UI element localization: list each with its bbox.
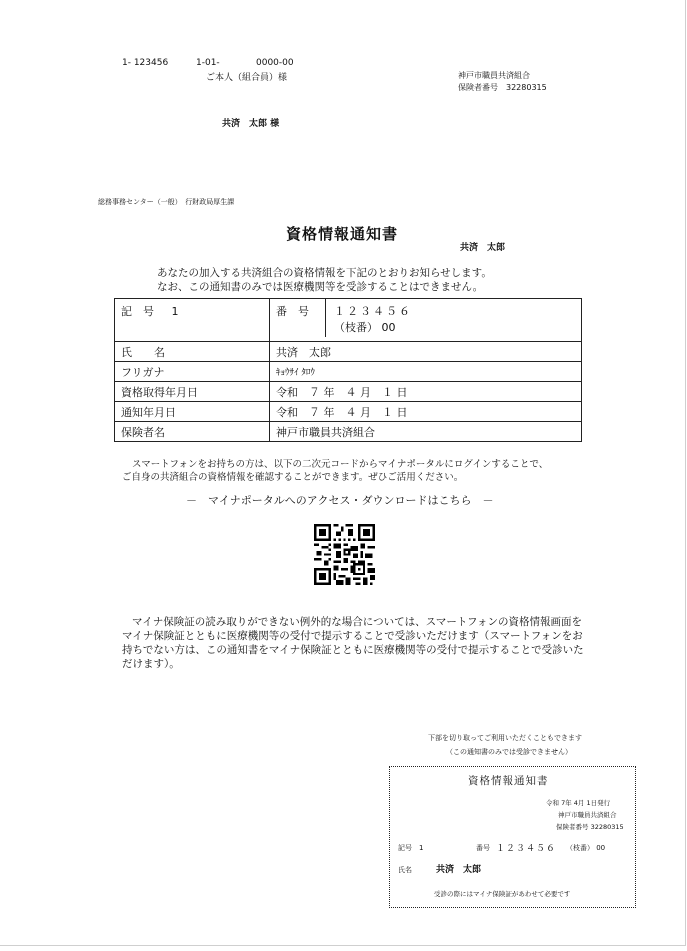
row-label: 資格取得年月日 [115,382,270,402]
exception-line-1: マイナ保険証の読み取りができない例外的な場合については、スマートフォンの資格情報画面を [132,616,583,628]
bango-cell [270,299,582,342]
table-row [115,362,582,382]
sub-code: 0000-00 [256,58,294,68]
card-name-label: 氏名 [398,866,412,874]
office-code: 1-01- [196,58,220,68]
card-bango-value: １２３４５６ [496,844,557,854]
row-value-acquired-date: 令和 ７ 年 ４ 月 １ 日 [270,382,582,402]
department-line: 総務事務センター（一般） 行財政局厚生課 [98,198,235,206]
card-edaban: （枝番） 00 [566,844,606,852]
row-label: 通知年月日 [115,402,270,422]
row-value-insurer: 神戸市職員共済組合 [270,422,582,442]
detachable-card [389,766,636,908]
smartphone-line-2: ご自身の共済組合の資格情報を確認することができます。ぜひご活用ください。 [122,472,464,483]
row-value-name: 共済 太郎 [270,342,582,362]
title-name: 共済 太郎 [460,243,506,253]
table-row [115,342,582,362]
qr-code-icon[interactable] [314,524,375,585]
table-row [115,299,582,342]
page-title: 資格情報通知書 [286,225,399,243]
insurer-number: 保険者番号 32280315 [458,83,547,92]
card-bango-label: 番号 [476,844,490,852]
issuer-name: 神戸市職員共済組合 [458,71,530,80]
card-insurer-number: 保険者番号 32280315 [556,823,624,831]
intro-line-2: なお、この通知書のみでは医療機関等を受診することはできません。 [157,281,484,293]
exception-line-3: 持ちでない方は、この通知書をマイナ保険証とともに医療機関等の受付で提示することで受診いた [122,644,584,656]
kigo-label: 記 号 [121,305,154,318]
table-row [115,382,582,402]
card-issue-date: 令和 7年 4月 1日発行 [546,799,611,807]
card-name-value: 共済 太郎 [436,865,482,875]
row-value-furigana: ｷｮｳｻｲ ﾀﾛｳ [270,362,582,382]
exception-line-2: マイナ保険証とともに医療機関等の受付で提示することで受診いただけます（スマートフォンをお [122,630,583,642]
row-label: フリガナ [115,362,270,382]
smartphone-line-1: スマートフォンをお持ちの方は、以下の二次元コードからマイナポータルにログインすることで、 [132,459,549,470]
kigo-cell [115,299,270,342]
card-issuer: 神戸市職員共済組合 [558,811,617,819]
portal-heading: － マイナポータルへのアクセス・ダウンロードはこちら － [186,494,494,507]
kigo-value: 1 [171,305,179,318]
row-value-notice-date: 令和 ７ 年 ４ 月 １ 日 [270,402,582,422]
cut-note-sub: （この通知書のみでは受診できません） [446,748,572,756]
recipient-name: 共済 太郎 様 [222,119,280,129]
table-row [115,402,582,422]
table-row [115,422,582,442]
edaban-value: （枝番） 00 [334,321,396,334]
member-code: 1- 123456 [122,58,169,68]
bango-block [326,299,420,337]
card-footer: 受診の際にはマイナ保険証があわせて必要です [434,890,571,898]
honorific-line: ご本人（組合員）様 [206,73,288,83]
bango-label: 番 号 [270,299,326,337]
qualification-table [114,298,582,442]
card-title: 資格情報通知書 [468,775,549,787]
intro-line-1: あなたの加入する共済組合の資格情報を下記のとおりお知らせします。 [157,267,492,279]
bango-value: １２３４５６ [334,305,412,318]
card-kigo: 記号 1 [398,844,424,852]
row-label: 保険者名 [115,422,270,442]
cut-note: 下部を切り取ってご利用いただくこともできます [428,734,582,742]
exception-line-4: だけます）。 [122,658,180,670]
row-label: 氏 名 [115,342,270,362]
